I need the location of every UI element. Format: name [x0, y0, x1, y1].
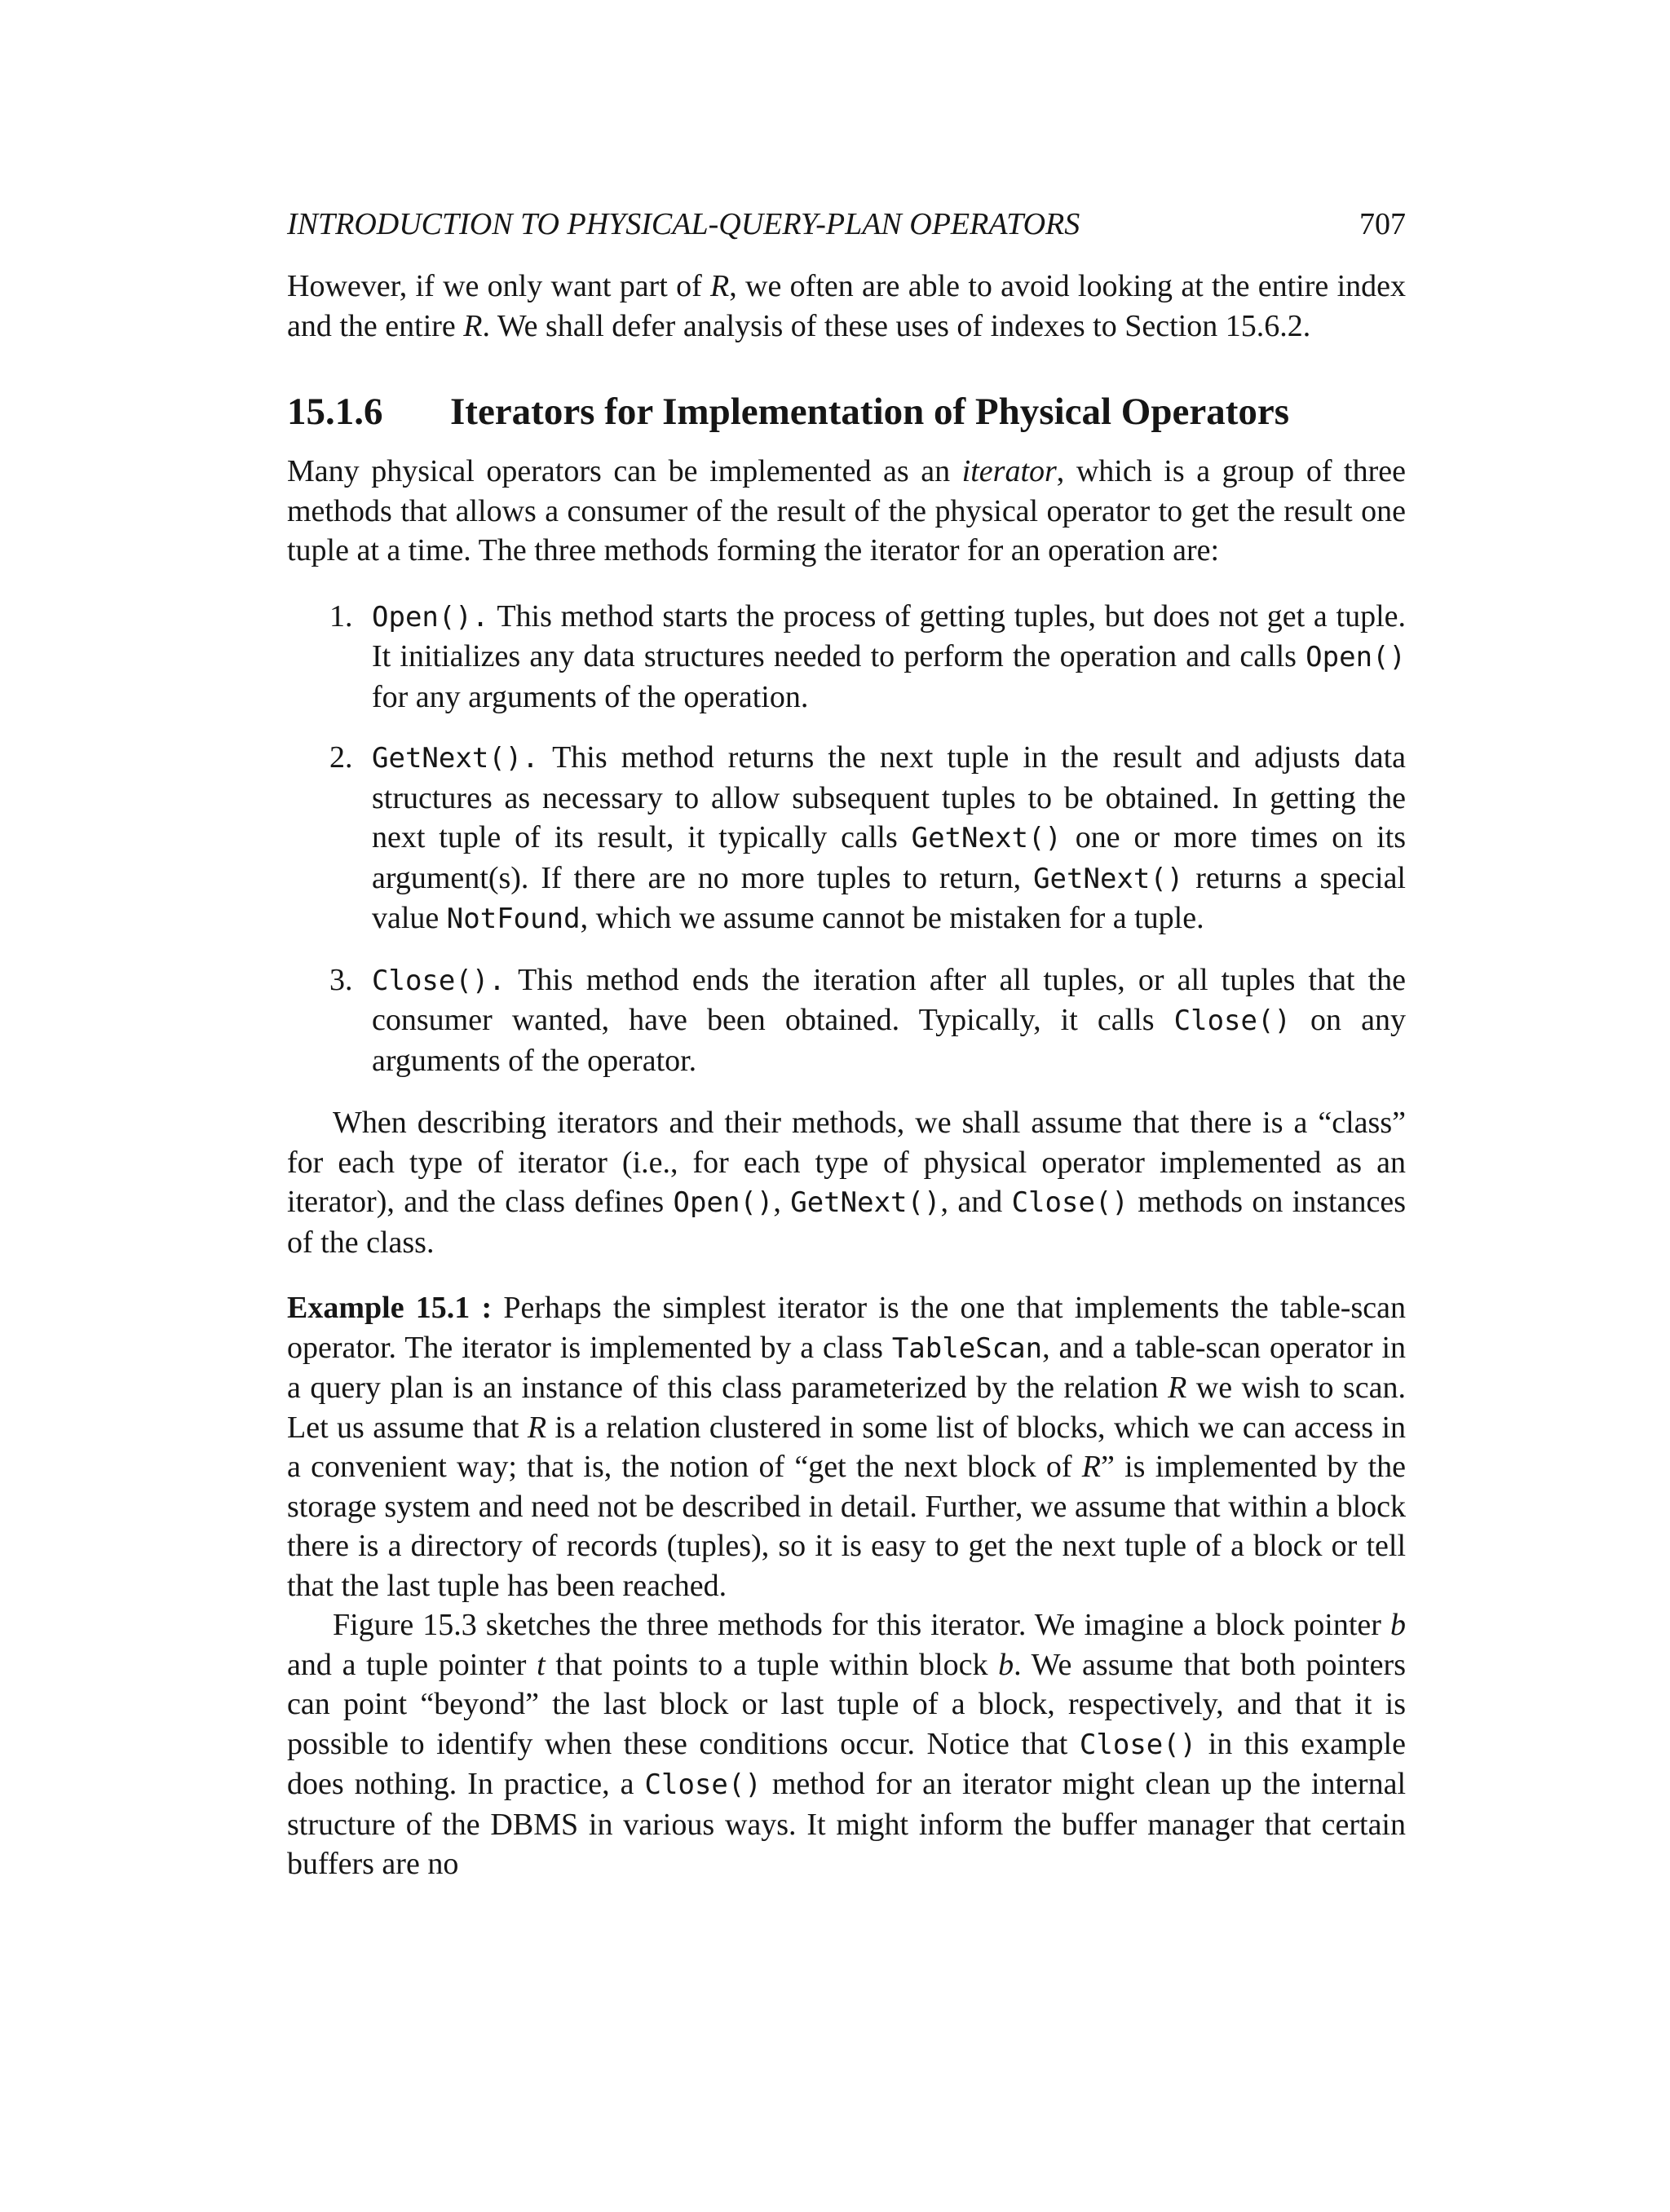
- iterator-paragraph: Many physical operators can be implemented as an iterator, which is a group of three methods that allows a consumer of the result of the physical operator to get the result one tuple at a time. The three methods forming the iterator for an operation are:: [287, 454, 1406, 567]
- list-item-close: 3. Close(). This method ends the iteration after all tuples, or all tuples that the consumer wanted, have been obtained. Typically, it calls Close() on any arguments of the operator.: [372, 960, 1406, 1081]
- relation-r: R: [710, 269, 730, 303]
- section-number: 15.1.6: [287, 391, 383, 433]
- list-item-getnext: 2. GetNext(). This method returns the next tuple in the result and adjusts data structures as necessary to allow subsequent tuples to be obtained. In getting the next tuple of its result, it typically calls GetNext() one or more times on its argument(s). If there are no more tuples to return, GetNext() returns a special value NotFound, which we assume cannot be mistaken for a tuple.: [372, 738, 1406, 939]
- page-body: [287, 267, 1406, 1884]
- running-title: INTRODUCTION TO PHYSICAL-QUERY-PLAN OPERATORS: [287, 207, 1080, 241]
- example-paragraph: Example 15.1 : Perhaps the simplest iterator is the one that implements the table-scan operator. The iterator is implemented by a class TableScan, and a table-scan operator in a query plan is an instance of this class parameterized by the relation R we wish to scan. Let us assume that R is a relation clustered in some list of blocks, which we can access in a convenient way; that is, the notion of “get the next block of R” is implemented by the storage system and need not be described in detail. Further, we assume that within a block there is a directory of records (tuples), so it is easy to get the next tuple of a block or tell that the last tuple has been reached.: [287, 1291, 1406, 1603]
- book-page: [287, 0, 1406, 2212]
- list-number: 2.: [329, 740, 353, 775]
- method-name: GetNext().: [372, 742, 539, 775]
- section-heading: [287, 386, 1406, 437]
- section-title: Iterators for Implementation of Physical Operators: [450, 391, 1290, 433]
- list-number: 3.: [329, 962, 353, 997]
- tablescan-class: TableScan: [891, 1331, 1043, 1365]
- method-name: Open().: [372, 600, 489, 634]
- example-label: Example 15.1 :: [287, 1291, 493, 1325]
- iterator-methods-list: [287, 597, 1406, 1081]
- intro-paragraph: However, if we only want part of R, we often are able to avoid looking at the entire index and the entire R. We shall defer analysis of these uses of indexes to Section 15.6.2.: [287, 269, 1406, 343]
- relation-r: R: [463, 308, 483, 343]
- list-item-open: 1. Open(). This method starts the process of getting tuples, but does not get a tuple. It initializes any data structures needed to perform the operation and calls Open() for any arguments of the operation.: [372, 597, 1406, 717]
- running-header: [287, 204, 1406, 245]
- iterator-term: iterator: [961, 454, 1057, 488]
- page-number: 707: [1359, 207, 1406, 241]
- list-number: 1.: [329, 598, 353, 634]
- class-paragraph: When describing iterators and their methods, we shall assume that there is a “class” for each type of iterator (i.e., for each type of physical operator implemented as an iterator), and the class defines Open(), GetNext(), and Close() methods on instances of the class.: [287, 1106, 1406, 1260]
- figure-reference-paragraph: Figure 15.3 sketches the three methods for this iterator. We imagine a block pointer b and a tuple pointer t that points to a tuple within block b. We assume that both pointers can point “beyond” the last block or last tuple of a block, respectively, and that it is possible to identify when these conditions occur. Notice that Close() in this example does nothing. In practice, a Close() method for an iterator might clean up the internal structure of the DBMS in various ways. It might inform the buffer manager that certain buffers are no: [287, 1608, 1407, 1881]
- method-name: Close().: [372, 964, 506, 997]
